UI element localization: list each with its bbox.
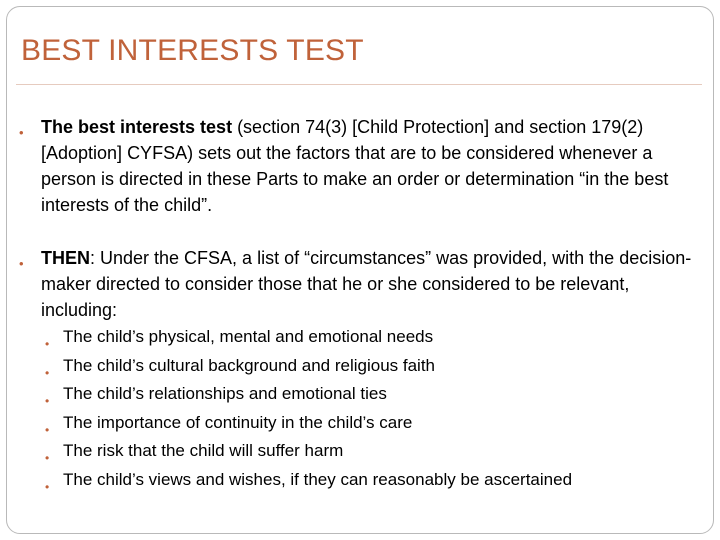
list-item-text: The child’s physical, mental and emotional needs xyxy=(63,327,434,346)
sub-bullet-icon: • xyxy=(45,337,50,351)
list-item-text: The child’s views and wishes, if they can reasonably be ascertained xyxy=(63,469,573,489)
slide-title: BEST INTERESTS TEST xyxy=(21,34,364,67)
list-item-text: The child’s cultural background and religious faith xyxy=(63,355,436,375)
then-paragraph xyxy=(19,245,701,323)
sub-bullet-icon: • xyxy=(45,479,50,494)
list-item xyxy=(45,409,703,438)
list-item-text: The child’s relationships and emotional ties xyxy=(63,384,387,404)
list-item xyxy=(45,323,703,352)
bullet-icon: • xyxy=(19,125,24,140)
sub-bullet-icon: • xyxy=(45,451,50,466)
then-lead: THEN xyxy=(41,248,90,268)
sub-bullet-icon: • xyxy=(45,394,50,409)
best-interests-lead: The best interests test xyxy=(41,117,233,137)
sub-bullet-icon: • xyxy=(45,422,50,437)
list-item xyxy=(45,352,703,381)
best-interests-text: (section 74(3) [Child Protection] and section 179(2) [Adoption] CYFSA) sets out the factors that are to be considered whenever a person is directed in these Parts to make an order or determination “in the best interests of the child”. xyxy=(41,117,669,215)
circumstances-list xyxy=(45,323,703,495)
list-item xyxy=(45,466,703,495)
then-text: : Under the CFSA, a list of “circumstances” was provided, with the decision-maker directed to consider those that he or she considered to be relevant, including: xyxy=(41,248,692,320)
best-interests-paragraph xyxy=(19,114,701,218)
list-item-text: The risk that the child will suffer harm xyxy=(63,441,344,461)
list-item-text: The importance of continuity in the child’s care xyxy=(63,412,413,432)
list-item xyxy=(45,437,703,466)
list-item xyxy=(45,380,703,409)
sub-bullet-icon: • xyxy=(45,365,50,380)
bullet-icon: • xyxy=(19,256,24,271)
title-divider xyxy=(16,84,702,85)
